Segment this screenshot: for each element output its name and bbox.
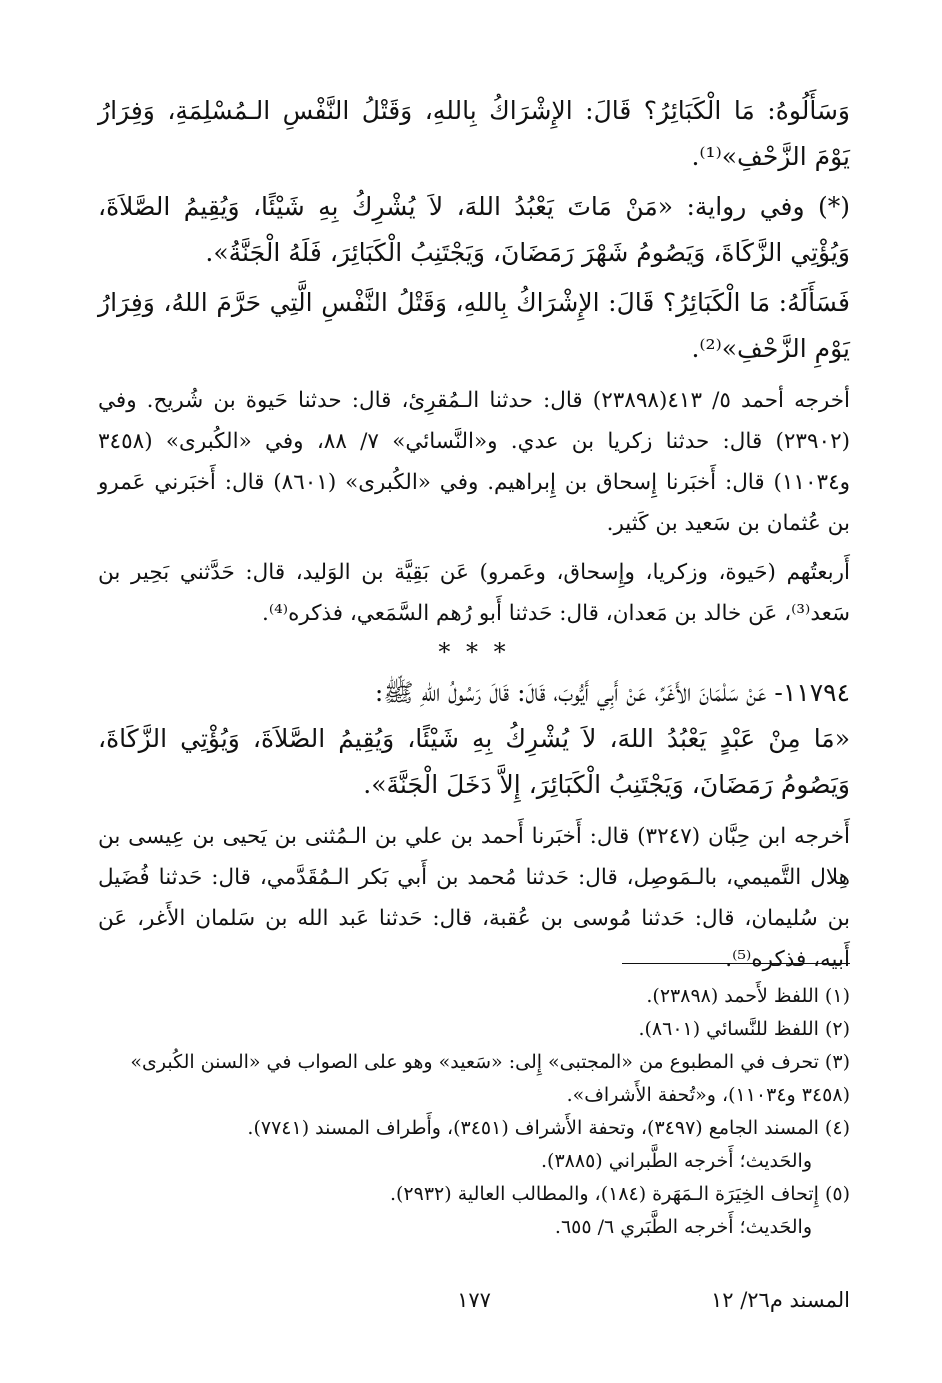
takhrij-paragraph: أَربعتُهم (حَيوة، وزكريا، وإِسحاق، وعَمرو) عَن بَقِيَّة بن الوَليد، قال: حَدَّثني بَحِير بن سَعد⁽³⁾، عَن خالد بن مَعدان، قال: حَدثنا أَبو رُهم السَّمَعي، فذكره⁽⁴⁾.	[98, 560, 850, 626]
page-number: ١٧٧	[457, 1288, 491, 1312]
footnote-5: (٥) إِتحاف الخِيَرَة الـمَهَرة (١٨٤)، والمطالب العالية (٢٩٣٢).	[389, 1183, 850, 1205]
volume-signature: المسند م٢٦/ ١٢	[710, 1288, 850, 1312]
footnote-separator	[622, 963, 850, 964]
footnote-1: (١) اللفظ لأَحمد (٢٣٨٩٨).	[646, 985, 850, 1007]
footnote-3: (٣) تحرف في المطبوع من «المجتبى» إِلى: «سَعيد» وهو على الصواب في «السنن الكُبرى» (٣٤٥٨ و١١٠٣٤)، و«تُحفة الأَشراف».	[130, 1051, 850, 1106]
section-divider: * * *	[438, 638, 510, 666]
footnotes	[98, 980, 850, 1244]
alternate-narration: (*) وفي رواية: «مَنْ مَاتَ يَعْبُدُ اللهَ، لاَ يُشْرِكُ بِهِ شَيْئًا، وَيُقِيمُ الصَّلاَةَ، وَيُؤْتِي الزَّكَاةَ، وَيَصُومُ شَهْرَ رَمَضَانَ، وَيَجْتَنِبُ الْكَبَائِرَ، فَلَهُ الْجَنَّةُ».	[98, 192, 850, 267]
alternate-narration-continued: فَسَأَلَهُ: مَا الْكَبَائِرُ؟ قَالَ: الإِشْرَاكُ بِاللهِ، وَقَتْلُ النَّفْسِ الَّتِي حَرَّمَ اللهُ، وَفِرَارُ يَوْمِ الزَّحْفِ»⁽²⁾.	[98, 288, 850, 363]
takhrij-paragraph: أَخرجه ابن حِبَّان (٣٢٤٧) قال: أَخبَرنا أَحمد بن علي بن الـمُثنى بن يَحيى بن عِيسى بن هِلال التَّميمي، بالـمَوصِل، قال: حَدثنا مُحمد بن أَبي بَكر الـمُقَدَّمي، قال: حَدثنا فُضَيل بن سُليمان، قال: حَدثنا مُوسى بن عُقبة، قال: حَدثنا عَبد الله بن سَلمان الأَغر، عَن أَبيه، فذكره⁽⁵⁾.	[98, 824, 850, 972]
hadith-heading: ١١٧٩٤- عَنْ سَلْمَانَ الأَغَرِّ، عَنْ أَبِي أَيُّوبَ، قَالَ: قَالَ رَسُولُ اللهِ ﷺ:	[374, 678, 850, 707]
footnote-5-continued: والحَديث؛ أَخرجه الطَّبَري ٦/ ٦٥٥.	[554, 1216, 812, 1238]
takhrij-paragraph: أخرجه أحمد ٥/ ٤١٣(٢٣٨٩٨) قال: حدثنا الـمُقرِئ، قال: حدثنا حَيوة بن شُريح. وفي (٢٣٩٠٢) قال: حدثنا زكريا بن عدي. و«النَّسائي» ٧/ ٨٨، وفي «الكُبرى» (٣٤٥٨ و١١٠٣٤) قال: أَخبَرنا إِسحاق بن إِبراهيم. وفي «الكُبرى» (٨٦٠١) قال: أَخبَرني عَمرو بن عُثمان بن سَعيد بن كَثير.	[98, 388, 851, 536]
page-footer	[98, 1288, 850, 1328]
hadith-continuation: وَسَأَلُوهُ: مَا الْكَبَائِرُ؟ قَالَ: الإِشْرَاكُ بِاللهِ، وَقَتْلُ النَّفْسِ الـمُسْلِمَةِ، وَفِرَارُ يَوْمَ الزَّحْفِ»⁽¹⁾.	[98, 96, 850, 171]
hadith-text: «مَا مِنْ عَبْدٍ يَعْبُدُ اللهَ، لاَ يُشْرِكُ بِهِ شَيْئًا، وَيُقِيمُ الصَّلاَةَ، وَيُؤْتِي الزَّكَاةَ، وَيَصُومُ رَمَضَانَ، وَيَجْتَنِبُ الْكَبَائِرَ، إِلاَّ دَخَلَ الْجَنَّةَ».	[98, 724, 850, 799]
footnote-4: (٤) المسند الجامع (٣٤٩٧)، وتحفة الأَشراف (٣٤٥١)، وأَطراف المسند (٧٧٤١).	[247, 1117, 850, 1139]
footnote-4-continued: والحَديث؛ أَخرجه الطَّبراني (٣٨٨٥).	[541, 1150, 812, 1172]
main-text	[98, 88, 850, 980]
footnote-2: (٢) اللفظ للنَّسائي (٨٦٠١).	[638, 1018, 850, 1040]
